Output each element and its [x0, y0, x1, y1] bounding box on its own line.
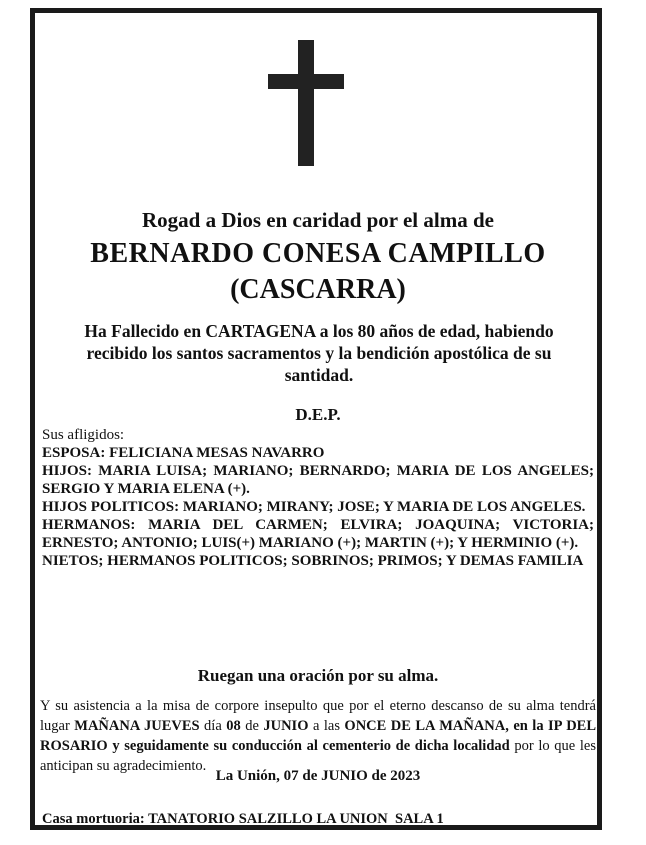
- place-and-date: La Unión, 07 de JUNIO de 2023: [215, 768, 421, 784]
- mourners-list: [42, 426, 594, 570]
- deceased-nickname: (CASCARRA): [230, 274, 406, 305]
- mourners-line-children: HIJOS: MARIA LUISA; MARIANO; BERNARDO; MARIA DE LOS ANGELES; SERGIO Y MARIA ELENA (+).: [42, 463, 594, 497]
- mourners-label: Sus afligidos:: [42, 427, 125, 443]
- mourners-line-siblings: HERMANOS: MARIA DEL CARMEN; ELVIRA; JOAQUINA; VICTORIA; ERNESTO; ANTONIO; LUIS(+) MARIANO (+); MARTIN (+); Y HERMINIO (+).: [42, 517, 594, 551]
- mourners-line-spouse: ESPOSA: FELICIANA MESAS NAVARRO: [42, 445, 325, 461]
- mourners-line-children-in-law: HIJOS POLITICOS: MARIANO; MIRANY; JOSE; Y MARIA DE LOS ANGELES.: [42, 499, 586, 515]
- intro-line: Rogad a Dios en caridad por el alma de: [142, 208, 494, 232]
- funeral-home-value: TANATORIO SALZILLO LA UNION SALA 1: [144, 811, 444, 827]
- mass-details: Y su asistencia a la misa de corpore insepulto que por el eterno descanso de su alma tendrá lugar MAÑANA JUEVES día 08 de JUNIO a las ONCE DE LA MAÑANA, en la IP DEL ROSARIO y seguidamente su conducción al cementerio de dicha localidad por lo que les anticipan su agradecimiento.: [40, 698, 597, 774]
- dep-abbreviation: D.E.P.: [295, 405, 341, 424]
- mourners-line-family: NIETOS; HERMANOS POLITICOS; SOBRINOS; PRIMOS; Y DEMAS FAMILIA: [42, 553, 584, 569]
- funeral-home: [42, 811, 444, 828]
- funeral-home-label: Casa mortuoria:: [42, 811, 145, 827]
- death-notice: Ha Fallecido en CARTAGENA a los 80 años de edad, habiendo recibido los santos sacramentos y la bendición apostólica de su santidad.: [84, 321, 554, 385]
- prayer-request: Ruegan una oración por su alma.: [197, 666, 439, 685]
- deceased-name: BERNARDO CONESA CAMPILLO: [90, 238, 546, 269]
